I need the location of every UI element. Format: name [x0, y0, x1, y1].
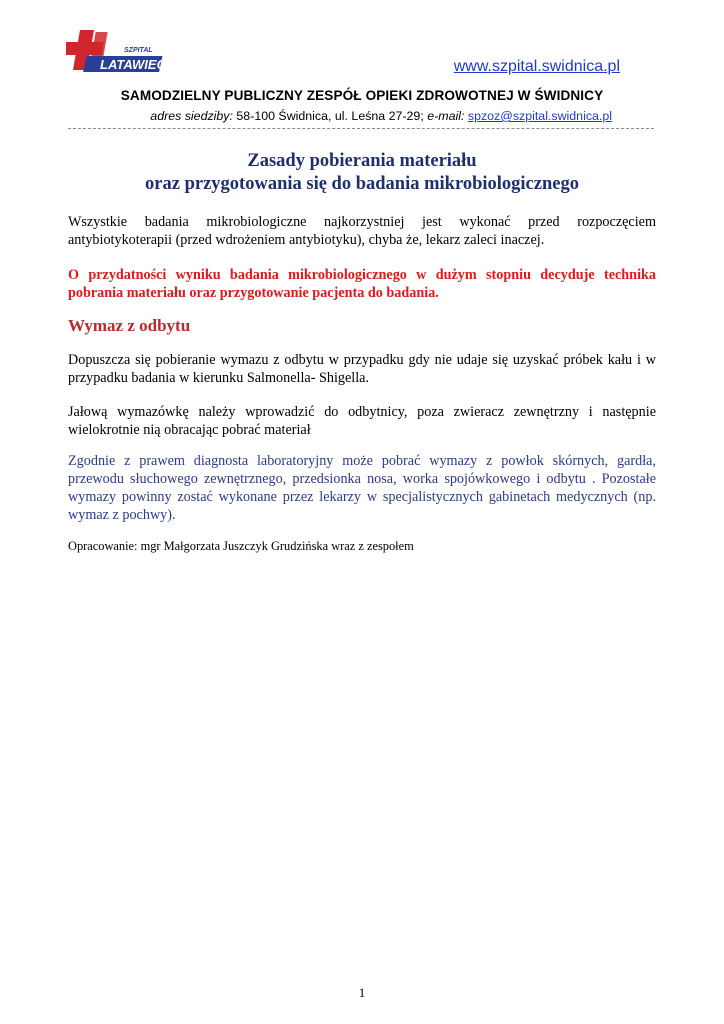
- paragraph-3: [68, 452, 656, 524]
- header-divider: [68, 128, 654, 129]
- organization-name: SAMODZIELNY PUBLICZNY ZESPÓŁ OPIEKI ZDROWOTNEJ W ŚWIDNICY: [120, 88, 604, 103]
- paragraph-2: [68, 403, 656, 439]
- address-label: adres siedziby:: [150, 109, 233, 123]
- p1-line-1: Dopuszcza się pobieranie wymazu z odbytu w przypadku gdy nie udaje się uzyskać próbek kału i w: [68, 352, 656, 368]
- hospital-logo: [66, 30, 170, 78]
- email-link[interactable]: spzoz@szpital.swidnica.pl: [467, 109, 612, 123]
- document-title: [0, 150, 724, 196]
- intro-line-2: antybiotykoterapii (przed wdrożeniem antybiotyku), chyba że, lekarz zaleci inaczej.: [68, 232, 545, 248]
- title-line-1: Zasady pobierania materiału: [247, 151, 477, 171]
- page-number: 1: [358, 985, 366, 1000]
- intro-line-1: Wszystkie badania mikrobiologiczne najkorzystniej jest wykonać przed rozpoczęciem: [68, 214, 656, 230]
- intro-paragraph: [68, 213, 656, 249]
- p2-line-2: wielokrotnie nią obracając pobrać materiał: [68, 422, 311, 438]
- cross-logo-icon: [66, 30, 170, 78]
- p3-line-1: Zgodnie z prawem diagnosta laboratoryjny może pobrać wymazy z powłok skórnych, gardła,: [68, 453, 656, 469]
- paragraph-1: [68, 351, 656, 387]
- logo-small-text: SZPITAL: [124, 47, 153, 54]
- section-heading: Wymaz z odbytu: [68, 316, 191, 335]
- author-note: Opracowanie: mgr Małgorzata Juszczyk Grudzińska wraz z zespołem: [68, 539, 414, 553]
- address-line: [150, 109, 612, 123]
- p3-line-2: przewodu słuchowego zewnętrznego, przedsionka nosa, worka spojówkowego i odbytu . Pozostałe: [68, 471, 656, 487]
- warning-paragraph: [68, 266, 656, 302]
- title-line-2: oraz przygotowania się do badania mikrobiologicznego: [145, 174, 579, 194]
- logo-main-text: LATAWIEC: [100, 57, 166, 72]
- warning-line-2: pobrania materiału oraz przygotowanie pacjenta do badania.: [68, 285, 439, 301]
- website-link[interactable]: www.szpital.swidnica.pl: [453, 58, 620, 75]
- p2-line-1: Jałową wymazówkę należy wprowadzić do odbytnicy, poza zwieracz zewnętrzny i następnie: [68, 404, 656, 420]
- p3-line-3: wymazy powinny zostać wykonane przez lekarzy w specjalistycznych gabinetach medycznych (np.: [68, 489, 656, 505]
- p3-line-4: wymaz z pochwy).: [68, 507, 176, 523]
- p1-line-2: przypadku badania w kierunku Salmonella- Shigella.: [68, 370, 370, 386]
- warning-line-1: O przydatności wyniku badania mikrobiologicznego w dużym stopniu decyduje technika: [68, 267, 656, 283]
- address-value: 58-100 Świdnica, ul. Leśna 27-29;: [236, 109, 424, 123]
- email-label: e-mail:: [427, 109, 465, 123]
